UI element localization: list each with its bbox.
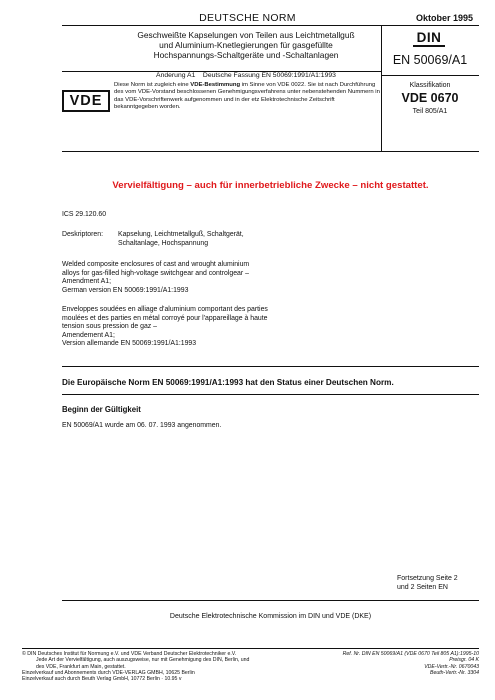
vde-logo-text: VDE	[69, 93, 103, 109]
reproduction-warning: Vervielfältigung – auch für innerbetriebliche Zwecke – nicht gestattet.	[112, 180, 429, 191]
vde-notice-text: im Sinne von VDE 0022. Sie ist nach Durchführung des vom VDE-Vorstand beschlossenen Genehmigungsverfahrens unter nebenstehenden Nummern in das VDE-Vorschriftenwerk aufgenommen und in der etz Elektrotechnische Zeitschrift bekanntgegeben worden.	[114, 82, 380, 110]
footer-copyright	[22, 651, 249, 682]
title-subline	[112, 72, 380, 79]
document-type-label: DEUTSCHE NORM	[199, 12, 296, 24]
german-version-label: Deutsche Fassung EN 50069:1991/A1:1993	[202, 72, 336, 79]
footer-ref-line: Beuth-Vertr.-Nr. 3304	[429, 669, 479, 676]
din-logo-text: DIN	[416, 30, 442, 45]
title-line: Geschweißte Kapselungen von Teilen aus Leichtmetallguß	[137, 30, 355, 40]
descriptors-label: Deskriptoren:	[62, 231, 103, 238]
vde-notice-text: Diese Norm ist zugleich eine	[114, 82, 191, 88]
footer-rule	[22, 648, 479, 649]
ics-code: ICS 29.120.60	[62, 211, 107, 218]
french-title-line: moulées et des parties en métal corroyé pour l'appareillage à haute	[62, 314, 268, 322]
amendment-label: Änderung A1	[156, 72, 196, 79]
french-title-line: Enveloppes soudées en alliage d'aluminium comportant des parties	[62, 306, 268, 313]
english-title-line: German version EN 50069:1991/A1:1993	[62, 286, 189, 294]
footer-line: des VDE, Frankfurt am Main, gestattet.	[36, 663, 126, 670]
english-title-line: alloys for gas-filled high-voltage switchgear and controlgear –	[62, 269, 249, 277]
french-title-line: Amendement A1;	[62, 331, 115, 339]
continuation-note	[397, 575, 458, 593]
english-title-line: Welded composite enclosures of cast and wrought aluminium	[62, 261, 250, 268]
validity-heading: Beginn der Gültigkeit	[62, 405, 141, 414]
body-rule-middle	[62, 394, 479, 395]
footer-ref-line: VDE-Vertr.-Nr. 0670043	[424, 663, 479, 670]
din-number: EN 50069/A1	[392, 53, 468, 67]
publication-date: Oktober 1995	[415, 13, 473, 23]
footer-line: Jede Art der Vervielfältigung, auch auszugsweise, nur mit Genehmigung des DIN, Berlin, und	[36, 657, 250, 664]
footer-line: Einzelverkauf und Abonnements durch VDE-VERLAG GMBH, 10625 Berlin	[22, 669, 195, 676]
continuation-line: und 2 Seiten EN	[397, 583, 448, 591]
classification-part: Teil 805/A1	[412, 108, 448, 115]
french-title-line: Version allemande EN 50069:1991/A1:1993	[62, 340, 197, 348]
descriptors-line: Schaltanlage, Hochspannung	[118, 239, 209, 247]
vde-notice	[114, 82, 380, 111]
descriptors-line: Kapselung, Leichtmetallguß, Schaltgerät,	[118, 231, 244, 238]
footer-ref-line: Ref. Nr. DIN EN 50069/A1 (VDE 0670 Teil 805 A1):1995-10	[342, 651, 479, 657]
din-logo	[413, 30, 445, 47]
classification-label: Klassifikation	[409, 82, 451, 89]
descriptors-list	[118, 231, 244, 248]
din-rule	[381, 75, 479, 76]
header-rule	[62, 25, 479, 26]
english-title-line: Amendment A1;	[62, 278, 112, 286]
vde-notice-emphasis: VDE-Bestimmung	[190, 82, 241, 88]
vde-logo	[62, 90, 110, 112]
title-line: und Aluminium-Knetlegierungen für gasgefüllte	[159, 40, 333, 50]
body-rule-top	[62, 366, 479, 367]
notice-rule	[62, 151, 479, 152]
validity-text: EN 50069/A1 wurde am 06. 07. 1993 angenommen.	[62, 422, 222, 429]
title-line: Hochspannungs-Schaltgeräte und -Schaltanlagen	[153, 50, 339, 60]
french-title	[62, 306, 268, 349]
title-rule	[62, 71, 381, 72]
standard-title	[112, 30, 380, 60]
footer-reference	[343, 651, 479, 676]
footer-line: Einzelverkauf auch durch Beuth Verlag GmbH, 10772 Berlin · 10.95 v	[22, 676, 182, 683]
classification-number: VDE 0670	[401, 91, 459, 105]
continuation-line: Fortsetzung Seite 2	[397, 575, 458, 582]
footer-ref-line: Preisgr. 04 K	[449, 657, 479, 664]
commission-name: Deutsche Elektrotechnische Kommission im DIN und VDE (DKE)	[169, 613, 372, 620]
french-title-line: tension sous pression de gaz –	[62, 323, 157, 331]
english-title	[62, 261, 249, 295]
footer-line: © DIN Deutsches Institut für Normung e.V. und VDE Verband Deutscher Elektrotechniker e.V.	[22, 651, 237, 657]
commission-rule	[62, 600, 479, 601]
status-statement: Die Europäische Norm EN 50069:1991/A1:1993 hat den Status einer Deutschen Norm.	[62, 378, 394, 387]
